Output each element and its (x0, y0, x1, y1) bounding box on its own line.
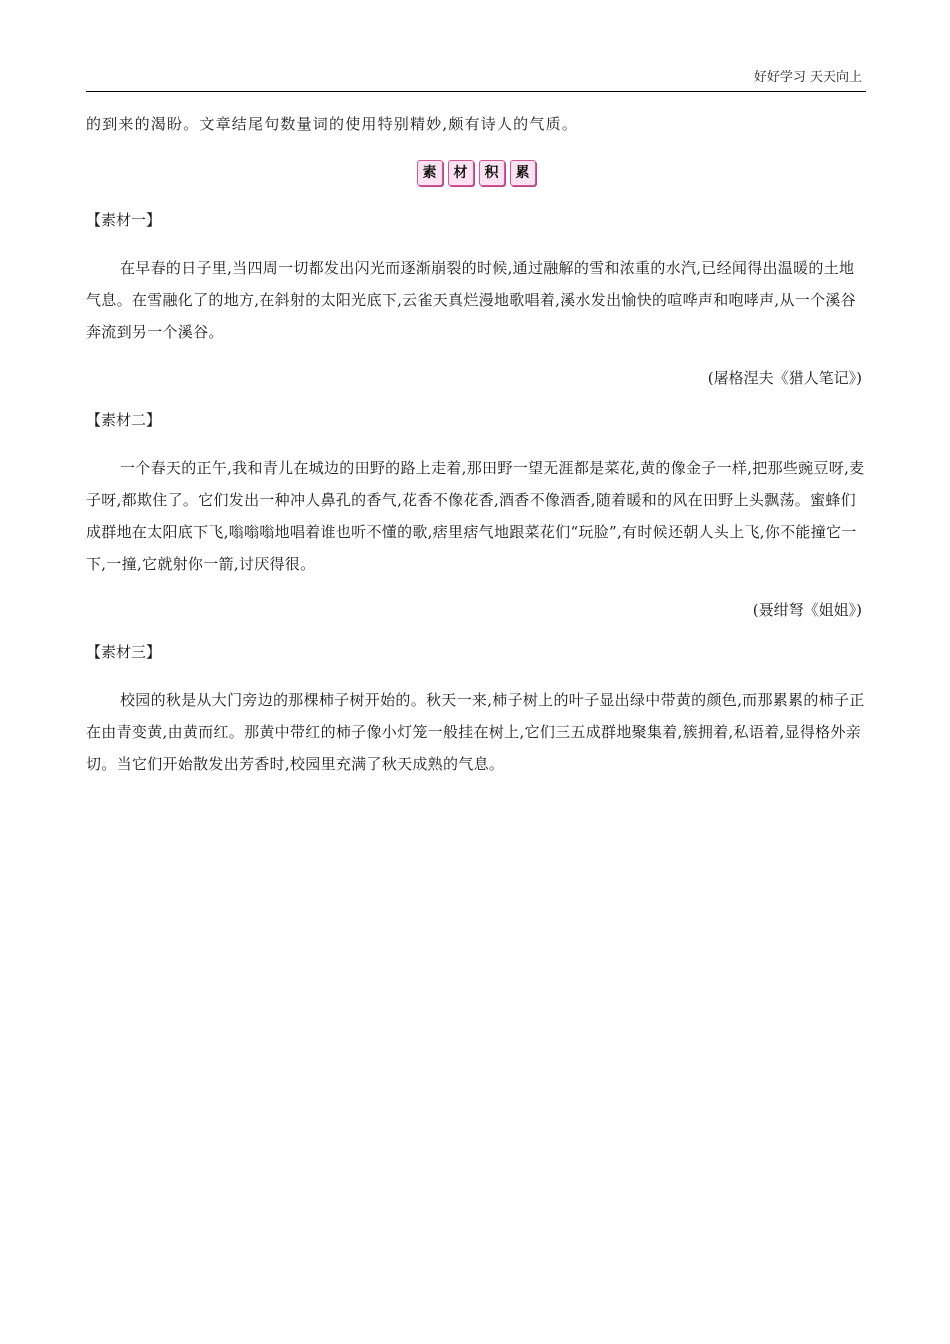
material-block-1 (86, 204, 866, 394)
material-text: 校园的秋是从大门旁边的那棵柿子树开始的。秋天一来,柿子树上的叶子显出绿中带黄的颜色,而那累累的柿子正在由青变黄,由黄而红。那黄中带红的柿子像小灯笼一般挂在树上,它们三五成群地聚集着,簇拥着,私语着,显得格外亲切。当它们开始散发出芳香时,校园里充满了秋天成熟的气息。 (86, 691, 865, 773)
material-label: 【素材一】 (86, 211, 162, 229)
material-source: (屠格涅夫《猎人笔记》) (707, 369, 862, 387)
header-divider (86, 91, 866, 92)
section-badge-char: 积 (479, 160, 505, 186)
header-slogan: 好好学习 天天向上 (753, 70, 862, 85)
section-badge-char: 材 (448, 160, 474, 186)
page-content (86, 108, 866, 780)
section-title-badges (86, 160, 866, 186)
material-block-3 (86, 636, 866, 780)
material-label: 【素材三】 (86, 643, 162, 661)
material-label: 【素材二】 (86, 411, 162, 429)
material-text: 一个春天的正午,我和青儿在城边的田野的路上走着,那田野一望无涯都是菜花,黄的像金子一样,把那些豌豆呀,麦子呀,都欺住了。它们发出一种冲人鼻孔的香气,花香不像花香,酒香不像酒香,随着暖和的风在田野上头飘荡。蜜蜂们成群地在太阳底下飞,嗡嗡嗡地唱着谁也听不懂的歌,痞里痞气地跟菜花们“玩脸”,有时候还朝人头上飞,你不能撞它一下,一撞,它就射你一箭,讨厌得很。 (86, 459, 865, 573)
section-badge-char: 素 (417, 160, 443, 186)
material-text: 在早春的日子里,当四周一切都发出闪光而逐渐崩裂的时候,通过融解的雪和浓重的水汽,已经闻得出温暖的土地气息。在雪融化了的地方,在斜射的太阳光底下,云雀天真烂漫地歌唱着,溪水发出愉快的喧哗声和咆哮声,从一个溪谷奔流到另一个溪谷。 (86, 259, 856, 341)
section-badge-char: 累 (510, 160, 536, 186)
material-source: (聂绀弩《姐姐》) (752, 601, 862, 619)
intro-paragraph: 的到来的渴盼。文章结尾句数量词的使用特别精妙,颇有诗人的气质。 (86, 115, 578, 133)
material-block-2 (86, 404, 866, 626)
